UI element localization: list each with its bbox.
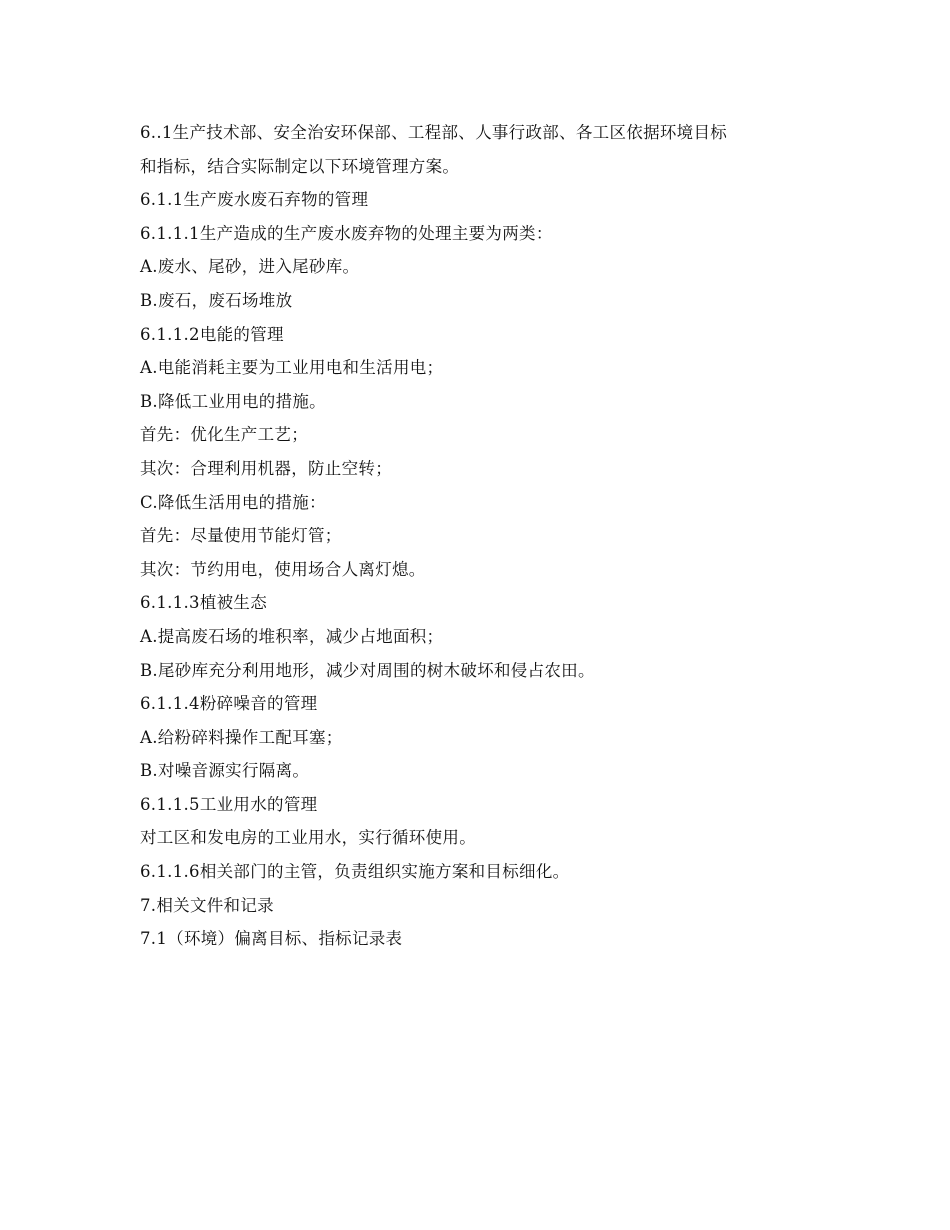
subsection-heading: 6.1.1.2电能的管理 [140, 324, 284, 344]
subsection-heading: 6.1.1.1生产造成的生产废水废弃物的处理主要为两类： [140, 223, 553, 243]
list-item: B.废石，废石场堆放 [140, 290, 293, 310]
subsection-heading: 6.1.1.6相关部门的主管，负责组织实施方案和目标细化。 [140, 862, 570, 882]
section-heading: 6.1.1生产废水废石弃物的管理 [140, 190, 369, 210]
list-item: B.对噪音源实行隔离。 [140, 761, 310, 781]
list-item: 首先：尽量使用节能灯管； [140, 526, 342, 546]
list-item: B.降低工业用电的措施。 [140, 391, 326, 411]
document-body [140, 116, 820, 956]
subsection-heading: 6.1.1.5工业用水的管理 [140, 794, 318, 814]
subsection-heading: 6.1.1.4粉碎噪音的管理 [140, 694, 318, 714]
section-heading: 7.相关文件和记录 [140, 895, 274, 915]
paragraph-line: 6..1生产技术部、安全治安环保部、工程部、人事行政部、各工区依据环境目标 [140, 123, 728, 142]
list-item: A.废水、尾砂，进入尾砂库。 [140, 257, 360, 277]
paragraph-line: 对工区和发电房的工业用水，实行循环使用。 [140, 828, 476, 848]
list-item: B.尾砂库充分利用地形，减少对周围的树木破坏和侵占农田。 [140, 660, 595, 680]
list-item: 其次：合理利用机器，防止空转； [140, 458, 392, 478]
paragraph-line: 和指标，结合实际制定以下环境管理方案。 [140, 156, 460, 176]
list-item: 首先：优化生产工艺； [140, 425, 308, 445]
list-item: A.电能消耗主要为工业用电和生活用电； [140, 358, 444, 378]
list-item: A.给粉碎料操作工配耳塞； [140, 727, 343, 747]
list-item: A.提高废石场的堆积率，减少占地面积； [140, 626, 444, 646]
list-item: C.降低生活用电的措施： [140, 492, 326, 512]
subsection-heading: 7.1（环境）偏离目标、指标记录表 [140, 929, 403, 949]
subsection-heading: 6.1.1.3植被生态 [140, 593, 268, 613]
list-item: 其次：节约用电，使用场合人离灯熄。 [140, 559, 426, 579]
